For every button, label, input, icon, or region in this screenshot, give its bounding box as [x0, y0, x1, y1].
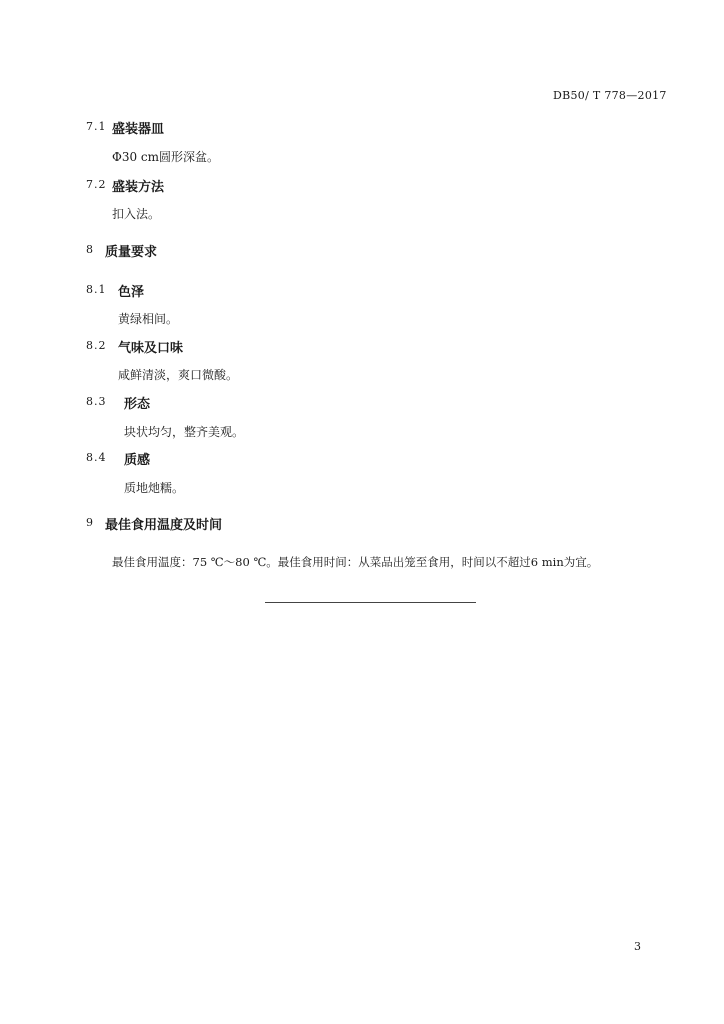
end-of-document-line	[265, 602, 476, 603]
section-number: 9	[86, 516, 94, 529]
section-body: 最佳食用温度：75 ℃～80 ℃。最佳食用时间：从菜品出笼至食用，时间以不超过6 min为宜。	[112, 555, 599, 569]
section-number: 8	[86, 243, 94, 256]
section-title: 色泽	[118, 285, 145, 300]
page-number: 3	[634, 940, 641, 953]
section-title: 盛装方法	[112, 180, 165, 195]
section-title: 质感	[124, 453, 151, 468]
section-number: 8.4	[86, 451, 107, 464]
section-title: 质量要求	[105, 245, 158, 260]
section-title: 形态	[124, 397, 151, 412]
section-title: 气味及口味	[118, 341, 184, 356]
document-code: DB50/ T 778—2017	[553, 89, 667, 102]
section-number: 8.2	[86, 339, 107, 352]
section-body: Φ30 cm圆形深盆。	[112, 150, 220, 164]
section-number: 7.2	[86, 178, 107, 191]
section-body: 质地灺糯。	[124, 481, 185, 495]
section-body: 扣入法。	[112, 207, 161, 221]
section-body: 咸鲜清淡，爽口微酸。	[118, 368, 239, 382]
section-body: 黄绿相间。	[118, 312, 179, 326]
section-number: 7.1	[86, 120, 107, 133]
section-number: 8.1	[86, 283, 107, 296]
section-body: 块状均匀，整齐美观。	[124, 425, 245, 439]
section-title: 盛装器皿	[112, 122, 165, 137]
section-title: 最佳食用温度及时间	[105, 518, 223, 533]
section-number: 8.3	[86, 395, 107, 408]
